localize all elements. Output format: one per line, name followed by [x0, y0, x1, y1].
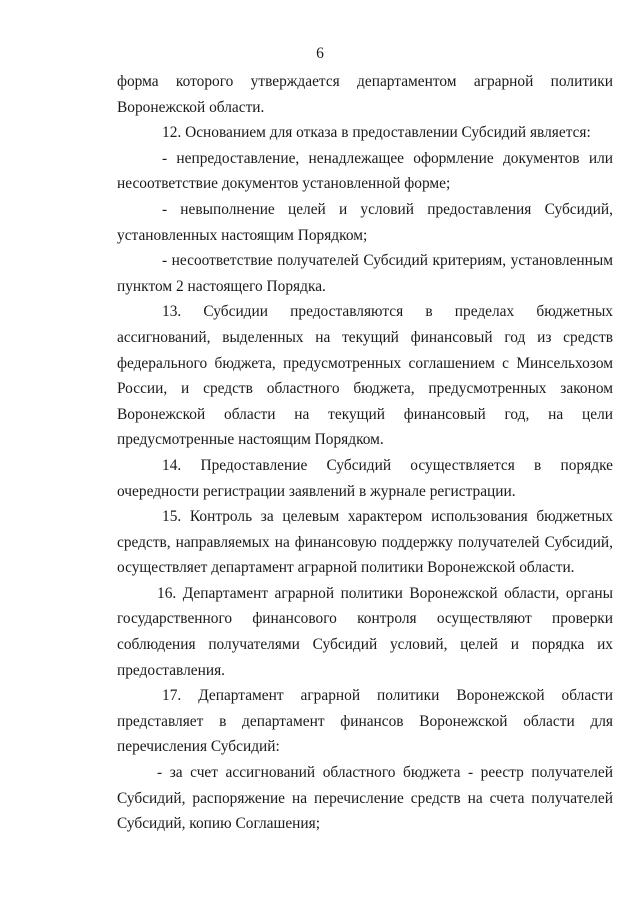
paragraph-14: 14. Предоставление Субсидий осуществляется в порядке очередности регистрации заявлений в журнале регистрации. — [117, 456, 613, 500]
paragraph-17: 17. Департамент аграрной политики Воронежской области представляет в департамент финансов Воронежской области для перечисления Субсидий: — [117, 687, 613, 756]
page-number: 6 — [316, 45, 324, 62]
paragraph-continuation: форма которого утверждается департаментом аграрной политики Воронежской области. — [117, 73, 613, 116]
paragraph-15: 15. Контроль за целевым характером использования бюджетных средств, направляемых на финансовую поддержку получателей Субсидий, осуществляет департамент аграрной политики Воронежской области. — [117, 508, 613, 577]
paragraph-16: 16. Департамент аграрной политики Воронежской области, органы государственного финансового контроля осуществляют проверки соблюдения получателями Субсидий условий, целей и порядка их предоставления. — [117, 584, 613, 679]
paragraph-12-item-1: - непредоставление, ненадлежащее оформление документов или несоответствие документов установленной форме; — [117, 149, 613, 193]
document-body — [117, 69, 613, 837]
paragraph-17-item-1: - за счет ассигнований областного бюджета - реестр получателей Субсидий, распоряжение на перечисление средств на счета получателей Субсидий, копию Соглашения; — [117, 764, 613, 833]
paragraph-12-item-3: - несоответствие получателей Субсидий критериям, установленным пунктом 2 настоящего Порядка. — [117, 252, 613, 295]
paragraph-13: 13. Субсидии предоставляются в пределах бюджетных ассигнований, выделенных на текущий финансовый год из средств федерального бюджета, предусмотренных соглашением с Минсельхозом России, и средств областного бюджета, предусмотренных законом Воронежской области на текущий финансовый год, на цели предусмотренные настоящим Порядком. — [117, 303, 613, 449]
paragraph-12-item-2: - невыполнение целей и условий предоставления Субсидий, установленных настоящим Порядком; — [117, 200, 613, 244]
paragraph-12: 12. Основанием для отказа в предоставлении Субсидий является: — [162, 124, 591, 142]
